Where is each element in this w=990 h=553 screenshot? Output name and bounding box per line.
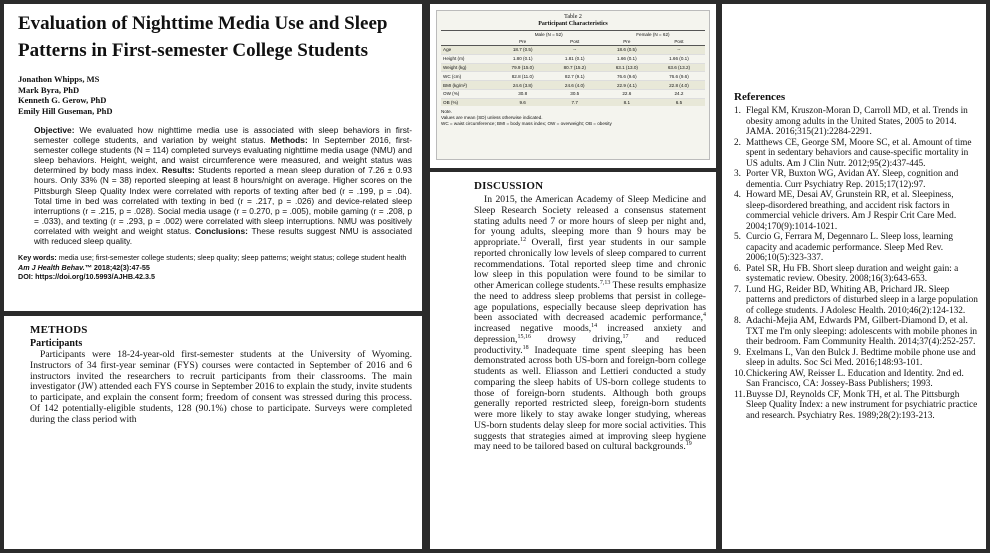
reference-number: 1. (734, 106, 741, 116)
table-row (441, 72, 705, 81)
reference-item (734, 106, 978, 138)
table-cell: 18.6 (0.5) (601, 46, 653, 55)
title-abstract-panel (4, 4, 422, 311)
table-cell: -- (549, 46, 601, 55)
female-group-header: Female (N = 62) (601, 31, 705, 39)
article-meta (18, 253, 412, 281)
table-panel (430, 4, 716, 168)
keywords-label: Key words: (18, 253, 57, 263)
table-cell: OB (%) (441, 98, 497, 106)
reference-text: Matthews CE, George SM, Moore SC, et al. Amount of time spent in sedentary behaviors and cause-specific mortality in US adults. Am J Clin Nutr. 2012;95(2):437-445. (746, 137, 972, 169)
reference-text: Chickering AW, Reisser L. Education and Identity. 2nd ed. San Francisco, CA: Jossey-Bass Publishers; 1993. (746, 368, 964, 389)
abstract-conclusions: These results suggest NMU is associated with reduced sleep quality. (34, 225, 412, 247)
col-header: Pre (497, 38, 549, 46)
abstract-methods-label: Methods: (270, 135, 308, 146)
table-cell: 79.9 (15.0) (497, 63, 549, 72)
table-caption (441, 14, 705, 28)
citation-ref: 19 (685, 441, 692, 448)
table-cell: OW (%) (441, 89, 497, 98)
table-cell: 6.5 (653, 98, 705, 106)
table-cell: 1.66 (0.1) (653, 54, 705, 63)
doi: DOI: https://doi.org/10.5993/AJHB.42.3.5 (18, 271, 155, 281)
table-number: Table 2 (564, 14, 582, 20)
table-cell: 76.6 (9.6) (653, 72, 705, 81)
citation-ref: 17 (622, 333, 629, 340)
methods-subheading: Participants (30, 338, 83, 349)
reference-text: Curcio G, Ferrara M, Degennaro L. Sleep loss, learning capacity and academic performance. Sleep Med Rev. 2006;10(5):323-337. (746, 232, 954, 263)
reference-number: 10. (734, 368, 746, 379)
abstract (34, 125, 412, 246)
citation (18, 263, 412, 272)
reference-number: 11. (734, 389, 746, 400)
reference-number: 3. (734, 169, 741, 179)
citation-journal: Am J Health Behav. (18, 262, 85, 272)
table-cell: 18.7 (0.5) (497, 46, 549, 55)
citation-ref: 4 (703, 312, 706, 319)
author: Kenneth G. Gerow, PhD (18, 95, 107, 105)
table-cell: 8.1 (601, 98, 653, 106)
table-cell: 9.6 (497, 98, 549, 106)
discussion-body (474, 195, 706, 453)
table-cell: BMI (kg/m²) (441, 81, 497, 90)
table-row (441, 81, 705, 90)
reference-number: 7. (734, 284, 741, 295)
references-heading: References (734, 91, 786, 103)
abstract-objective-label: Objective: (34, 125, 75, 135)
reference-text: Lund HG, Reider BD, Whiting AB, Prichard JR. Sleep patterns and predictors of disturbed sleep in a large population of college students. J Adolesc Health. 2010;46(2):124-132. (746, 284, 978, 316)
methods-panel (4, 316, 422, 549)
reference-number: 6. (734, 263, 741, 274)
reference-item (734, 264, 978, 285)
reference-number: 5. (734, 232, 741, 242)
table-row (441, 98, 705, 106)
table-cell: 30.8 (497, 89, 549, 98)
reference-text: Porter VR, Buxton WG, Avidan AY. Sleep, cognition and dementia. Curr Psychiatry Rep. 2015;17(12):97. (746, 169, 959, 190)
abstract-methods: In September 2016, first-semester college students (N = 114) completed surveys evaluating nighttime media usage (NMU) and sleep behaviors. Height, weight, and waist circumference were measured, and weight status was determined by body mass index. (34, 135, 413, 176)
methods-heading: METHODS (30, 324, 88, 336)
citation-ref: 7,13 (599, 279, 611, 286)
abstract-results: Students reported a mean sleep duration of 7.26 ± 0.93 hours. Only 33% (N = 38) reported sleeping at least 8 hours/night on average. Higher scores on the Pittsburgh Sleep Quality Index were correlated with reports of texting after bed (r = .199, p = .04). Total time in bed was correlated with texting in bed (r = .217, p = .026) and device-related sleep interruptions (r = .215, p = .028). Social media usage (r = 0.270, p = .005), mobile gaming (r = .208, p = .033), and texting (r = .293, p = .002) were correlated with sleep interruptions. NMU was positively correlated with weight and weight status. (34, 165, 412, 236)
reference-item (734, 348, 978, 369)
reference-item (734, 232, 978, 264)
reference-text: Howard ME, Desai AV, Grunstein RR, et al. Sleepiness, sleep-disordered breathing, and accident risk factors in commercial vehicle drivers. Am J Respir Crit Care Med. 2004;170(9):1014-1021. (746, 190, 957, 232)
table-cell: -- (653, 46, 705, 55)
table-cell: 7.7 (549, 98, 601, 106)
table-row (441, 54, 705, 63)
table-cell: 22.8 (4.0) (653, 81, 705, 90)
reference-list (734, 106, 978, 421)
methods-paragraph: Participants were 18-24-year-old first-semester students at the University of Wyoming. Instructors of 34 first-year seminar (FYS) courses were contacted in September of 2016 and 6 instructors invited the researchers to recruit participants from their classrooms. The main investigator (JW) attended each FYS course in September 2016 to explain the study, invite students to participate, and explain the consent form; freedom of consent was stressed during this process. Of 142 potentially-eligible students, 128 (90.1%) chose to participate. Surveys were completed during the class period with (30, 349, 412, 425)
col-header: Post (653, 38, 705, 46)
references-panel (722, 4, 986, 549)
citation-ref: 18 (522, 344, 529, 351)
col-header: Pre (601, 38, 653, 46)
table-cell: 63.6 (13.2) (653, 63, 705, 72)
keywords-text: media use; first-semester college students; sleep quality; sleep patterns; weight status; college student health (58, 253, 407, 263)
table-cell: 22.6 (601, 89, 653, 98)
table-cell: 1.80 (0.1) (497, 54, 549, 63)
abstract-objective: We evaluated how nighttime media use is associated with sleep behaviors in first-semester college students, and variation by weight status. (34, 125, 413, 146)
abstract-conclusions-label: Conclusions: (194, 225, 248, 236)
table-cell: 24.6 (4.0) (549, 81, 601, 90)
table-cell: 30.5 (549, 89, 601, 98)
table-cell: 24.2 (653, 89, 705, 98)
author: Mark Byra, PhD (18, 84, 80, 95)
reference-text: Buysse DJ, Reynolds CF, Monk TH, et al. The Pittsburgh Sleep Quality Index: a new instrument for psychiatric practice and research. Psychiatry Res. 1989;28(2):193-213. (746, 389, 978, 421)
abstract-results-label: Results: (161, 165, 195, 176)
table-cell: Height (m) (441, 54, 497, 63)
citation-rest: ™ 2018;42(3):47-55 (84, 262, 150, 272)
table-row (441, 89, 705, 98)
discussion-heading: DISCUSSION (474, 180, 544, 192)
table-cell: 82.7 (9.1) (549, 72, 601, 81)
table-cell: 80.7 (15.2) (549, 63, 601, 72)
reference-item (734, 190, 978, 232)
discussion-panel (430, 172, 716, 549)
table-cell: 22.9 (4.1) (601, 81, 653, 90)
article-title: Evaluation of Nighttime Media Use and Sleep Patterns in First-semester College Students (18, 13, 388, 61)
methods-body (30, 350, 412, 425)
table-title: Participant Characteristics (538, 21, 608, 27)
reference-item (734, 390, 978, 422)
male-group-header: Male (N = 52) (497, 31, 601, 39)
table-note: WC = waist circumference; BMI = body mass index; OW = overweight; OB = obesity (441, 121, 612, 127)
author: Jonathon Whipps, MS (18, 74, 100, 84)
table-cell: 76.6 (9.6) (601, 72, 653, 81)
col-header: Post (549, 38, 601, 46)
table-cell: 63.1 (13.0) (601, 63, 653, 72)
reference-text: Adachi-Mejia AM, Edwards PM, Gilbert-Diamond D, et al. TXT me I'm only sleeping: adolescents with mobile phones in their bedroom. Fam Community Health. 2014;37(4):252-257. (746, 316, 978, 347)
reference-item (734, 169, 978, 190)
reference-item (734, 369, 978, 390)
citation-ref: 12 (520, 236, 527, 243)
characteristics-table (441, 30, 705, 106)
table-cell: Weight (kg) (441, 63, 497, 72)
participant-table (436, 10, 710, 160)
reference-text: Exelmans L, Van den Bulck J. Bedtime mobile phone use and sleep in adults. Soc Sci Med. 2016;148:93-101. (746, 347, 976, 368)
table-row (441, 46, 705, 55)
table-cell: 1.81 (0.1) (549, 54, 601, 63)
table-note-label: Note. (441, 109, 452, 115)
table-row (441, 63, 705, 72)
citation-ref: 15,16 (517, 333, 531, 340)
reference-item (734, 138, 978, 170)
reference-number: 8. (734, 316, 741, 326)
table-cell: Age (441, 46, 497, 55)
table-notes (441, 109, 705, 127)
discussion-paragraph: In 2015, the American Academy of Sleep Medicine and Sleep Research Society released a consensus statement stating adults need 7 or more hours of sleep per night and, for young adults, sleeping more than 9 hours may be appropriate.$^{12}$ Overall, first year students in our sample reported chronically low levels of sleep compared to current recommendations. Total reported sleep time and chronic low sleep in this population were found to be similar to other American college students.$^{7,13}$ These results emphasize the need to address sleep problems that persist in college-age populations, especially because sleep deprivation has been associated with decreased academic performance,$^4$ increased negative moods,$^{14}$ increased anxiety and depression,$^{15,16}$ drowsy driving,$^{17}$ and reduced productivity.$^{18}$ Inadequate time spent sleeping has been demonstrated across both US-born and foreign-born college students as well. Eliasson and Lettieri conducted a study comparing the sleep habits of US-born college students to those of foreign-born students. Although both groups generally reported restricted sleep, foreign-born students were more likely to stay awake longer studying, whereas US-born students delay sleep for more social activities. This suggests that strategies aimed at improving sleep hygiene may need to be tailored based on cultural backgrounds.$^{19}$ (474, 194, 707, 453)
keywords (18, 253, 412, 262)
reference-item (734, 316, 978, 348)
citation-ref: 14 (591, 322, 598, 329)
author-list (18, 74, 412, 116)
reference-number: 2. (734, 137, 741, 148)
table-cell: 1.66 (0.1) (601, 54, 653, 63)
table-note: Values are mean (SD) unless otherwise indicated. (441, 115, 543, 121)
reference-number: 9. (734, 347, 741, 358)
table-cell: 24.6 (3.8) (497, 81, 549, 90)
reference-text: Patel SR, Hu FB. Short sleep duration and weight gain: a systematic review. Obesity. 2008;16(3):643-653. (746, 263, 959, 284)
author: Emily Hill Guseman, PhD (18, 105, 113, 116)
reference-item (734, 285, 978, 317)
table-cell: WC (cm) (441, 72, 497, 81)
table-cell: 82.8 (11.0) (497, 72, 549, 81)
reference-number: 4. (734, 190, 741, 200)
reference-text: Flegal KM, Kruszon-Moran D, Carroll MD, et al. Trends in obesity among adults in the United States, 2005 to 2014. JAMA. 2016;315(21):2284-2291. (746, 106, 968, 137)
